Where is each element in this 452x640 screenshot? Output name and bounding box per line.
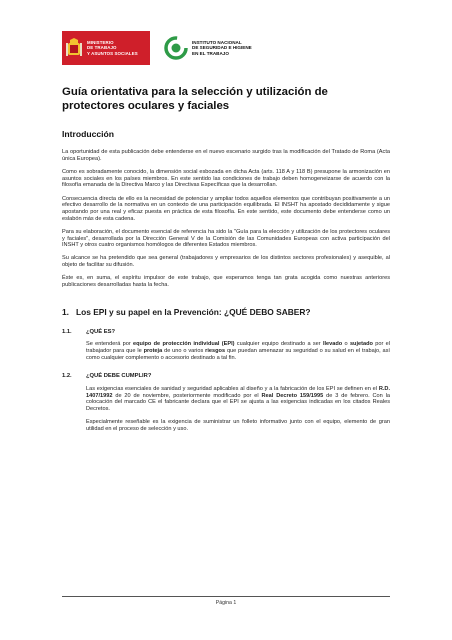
page-number: Página 1 — [215, 600, 237, 606]
section-title: ¿QUÉ ES? — [86, 328, 115, 335]
intro-heading: Introducción — [62, 129, 115, 139]
chapter-number: 1. — [62, 306, 69, 317]
spanish-crest-icon — [65, 36, 83, 60]
footer-divider — [62, 596, 390, 597]
section-number: 1.2. — [62, 373, 72, 380]
section-1-1-paragraph: Se entenderá por equipo de protección individual (EPI) cualquier equipo destinado a ser llevado o sujetado por el trabajador para que le proteja de uno o varios riesgos que puedan amenazar su seguridad o su salud en el trabajo, así como cualquier complemento o accesorio destinado a tal fin. — [86, 341, 390, 361]
section-number: 1.1. — [62, 328, 72, 335]
intro-paragraph: Consecuencia directa de ello es la necesidad de potenciar y ampliar todos aquellos elementos que contribuyan positivamente a un efectivo desarrollo de la normativa en un contexto de una participación equilibrada. El INSHT ha apostado decididamente y sigue apostando por una real y eficaz puesta en práctica de esta filosofía. En este sentido, este documento debe entenderse como un eslabón más de esta cadena. — [62, 195, 390, 222]
insht-logo — [164, 31, 252, 65]
section-1-2-paragraph: Especialmente reseñable es la exigencia de suministrar un folleto informativo junto con el equipo, elemento de gran utilidad en el proceso de selección y uso. — [86, 419, 390, 432]
ministry-logo — [62, 31, 150, 65]
intro-paragraph: Como es sobradamente conocido, la dimensión social esbozada en dicha Acta (arts. 118 A y 118 B) presupone la armonización en asuntos sociales en los países miembros. En este sentido las condiciones de trabajo deben homogeneizarse de acuerdo con la filosofía emanada de la Directiva Marco y las Directivas Específicas que la desarrollan. — [62, 168, 390, 189]
chapter-title: Los EPI y su papel en la Prevención: ¿QUÉ DEBO SABER? — [76, 306, 311, 317]
insht-name: INSTITUTO NACIONAL DE SEGURIDAD E HIGIENE EN EL TRABAJO — [192, 39, 252, 56]
intro-paragraph: Éste es, en suma, el espíritu impulsor de este trabajo, que esperamos tenga tan grata acogida como nuestras anteriores publicaciones desarrolladas hasta la fecha. — [62, 275, 390, 289]
intro-paragraph: La oportunidad de esta publicación debe entenderse en el nuevo escenario surgido tras la modificación del Tratado de Roma (Acta única Europea). — [62, 149, 390, 162]
section-title: ¿QUÉ DEBE CUMPLIR? — [86, 373, 152, 380]
document-title: Guía orientativa para la selección y utilización de protectores oculares y faciales — [62, 86, 328, 112]
insht-emblem-icon — [164, 36, 188, 60]
document-header — [62, 30, 390, 66]
intro-paragraph: Para su elaboración, el documento esencial de referencia ha sido la "Guía para la elección y utilización de los protectores oculares y faciales", desarrollada por la Dirección General V de la Comisión de las Comunidades Europeas con activa participación del INSHT y otros cuatro organismos homólogos de diferentes Estados miembros. — [62, 228, 390, 249]
section-1-2-heading — [62, 373, 390, 379]
section-1-1-heading — [62, 329, 390, 335]
intro-paragraph: Su alcance se ha pretendido que sea general (trabajadores y empresarios de los distintos sectores profesionales) y asequible, al objeto de facilitar su difusión. — [62, 255, 390, 269]
section-1-2-paragraph: Las exigencias esenciales de sanidad y seguridad aplicables al diseño y a la fabricación de los EPI se definen en el R.D. 1407/1992 de 20 de noviembre, posteriormente modificado por el Real Decreto 159/1995 de 3 de febrero. Con la colocación del marcado CE el fabricante declara que el EPI se ajusta a las exigencias indicadas en los citados Reales Decretos. — [86, 385, 390, 412]
document-body — [62, 86, 390, 433]
chapter-1-heading — [62, 307, 390, 317]
ministry-name: MINISTERIO DE TRABAJO Y ASUNTOS SOCIALES — [87, 40, 138, 56]
